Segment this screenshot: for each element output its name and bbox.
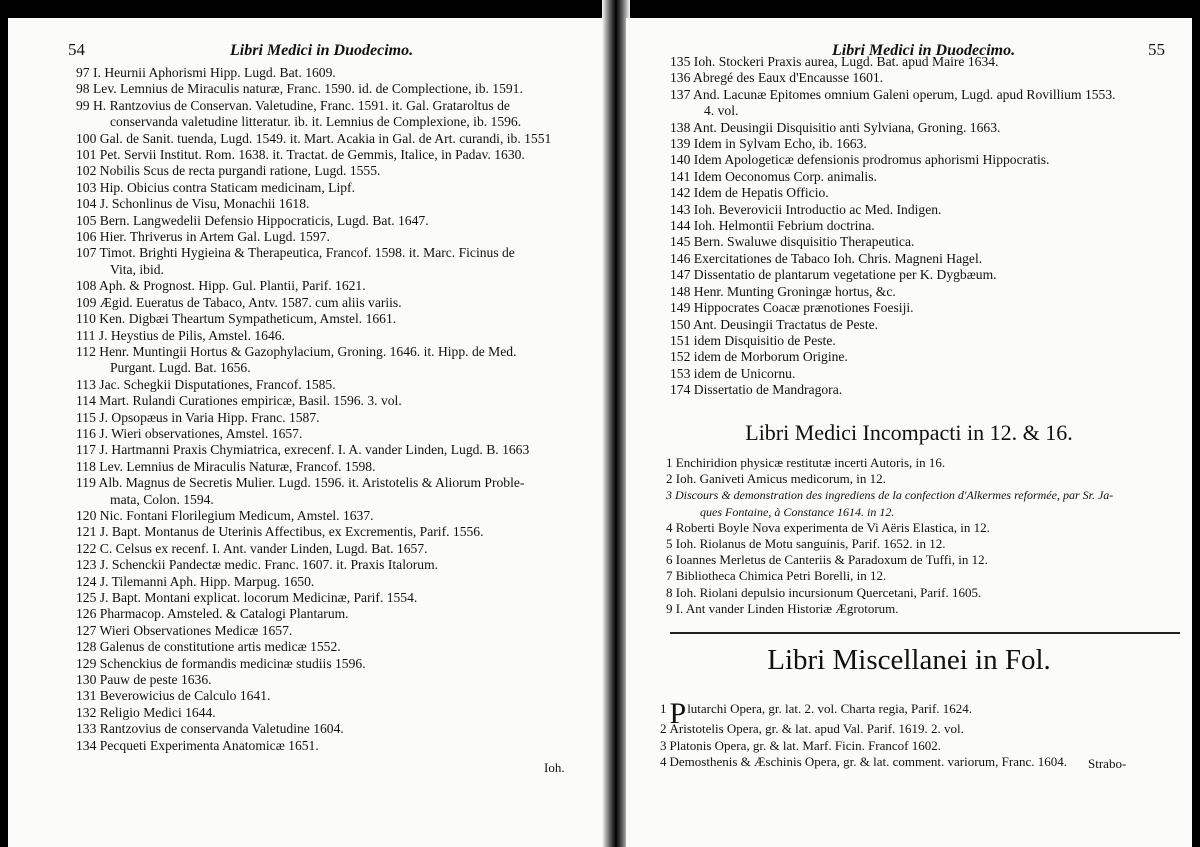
running-header: Libri Medici in Duodecimo. — [832, 42, 1016, 59]
entry-text: 119 Alb. Magnus de Secretis Mulier. Lugd. 1596. it. Aristotelis & Aliorum Proble- — [76, 475, 525, 491]
list-item — [76, 639, 604, 655]
page-number: 55 — [1148, 40, 1165, 59]
entry-continuation: Vita, ibid. — [110, 261, 164, 277]
entry-continuation: conservanda valetudine litteratur. ib. it. Lemnius de Complexione, ib. 1596. — [110, 114, 522, 130]
list-item — [670, 251, 1190, 267]
list-item — [76, 705, 604, 721]
list-item — [670, 366, 1190, 382]
list-item — [666, 568, 1186, 584]
entry-text: 112 Henr. Muntingii Hortus & Gazophylacium, Groning. 1646. it. Hipp. de Med. — [76, 343, 517, 359]
entry-text: 153 idem de Unicornu. — [670, 365, 796, 381]
list-item — [76, 377, 604, 393]
section-title-incompacti: Libri Medici Incompacti in 12. & 16. — [745, 420, 1073, 445]
entry-text: 150 Ant. Deusingii Tractatus de Peste. — [670, 316, 879, 332]
entry-text: 135 Ioh. Stockeri Praxis aurea, Lugd. Bat. apud Maire 1634. — [670, 54, 999, 69]
entry-text: 104 J. Schonlinus de Visu, Monachii 1618. — [76, 196, 310, 212]
entry-text: 174 Dissertatio de Mandragora. — [670, 382, 843, 398]
entry-text: 130 Pauw de peste 1636. — [76, 672, 212, 688]
entry-text: 128 Galenus de constitutione artis medicæ 1552. — [76, 639, 341, 655]
list-item — [666, 487, 1186, 519]
list-item — [670, 136, 1190, 152]
entry-text: 141 Idem Oeconomus Corp. animalis. — [670, 168, 877, 184]
list-item — [670, 300, 1190, 316]
entry-text: 113 Jac. Schegkii Disputationes, Francof. 1585. — [76, 376, 336, 392]
entry-text: 6 Ioannes Merletus de Canteriis & Paradoxum de Tuffi, in 12. — [666, 552, 988, 568]
left-page — [8, 18, 606, 847]
list-item — [670, 70, 1190, 86]
entry-text: 145 Bern. Swaluwe disquisitio Therapeutica. — [670, 234, 915, 250]
list-item — [76, 147, 604, 163]
list-item — [76, 721, 604, 737]
list-item — [76, 590, 604, 606]
list-item — [670, 87, 1190, 120]
entry-text: 149 Hippocrates Coacæ prænotiones Foesiji. — [670, 300, 914, 316]
list-item — [666, 601, 1186, 617]
list-item — [666, 585, 1186, 601]
section-title-miscellanei: Libri Miscellanei in Fol. — [767, 644, 1051, 676]
entry-text: 107 Timot. Brighti Hygieina & Therapeutica, Francof. 1598. it. Marc. Ficinus de — [76, 245, 515, 261]
list-item — [670, 284, 1190, 300]
list-item — [76, 606, 604, 622]
entry-text: 97 I. Heurnii Aphorismi Hipp. Lugd. Bat. 1609. — [76, 65, 336, 80]
list-item — [76, 557, 604, 573]
entry-text: 120 Nic. Fontani Florilegium Medicum, Amstel. 1637. — [76, 507, 374, 523]
list-item — [660, 721, 1180, 738]
entry-continuation: ques Fontaine, à Constance 1614. in 12. — [700, 504, 895, 519]
entry-text: 98 Lev. Lemnius de Miraculis naturæ, Franc. 1590. id. de Complectione, ib. 1591. — [76, 81, 523, 97]
entry-text: 116 J. Wieri observationes, Amstel. 1657. — [76, 425, 303, 441]
entry-text: 118 Lev. Lemnius de Miraculis Naturæ, Francof. 1598. — [76, 458, 376, 474]
entry-text: 136 Abregé des Eaux d'Encausse 1601. — [670, 70, 884, 86]
list-item — [76, 81, 604, 97]
entry-text: 140 Idem Apologeticæ defensionis prodromus aphorismi Hippocratis. — [670, 152, 1050, 168]
entry-text: 147 Dissentatio de plantarum vegetatione per K. Dygbæum. — [670, 267, 997, 283]
entry-text: 101 Pet. Servii Institut. Rom. 1638. it. Tractat. de Gemmis, Italice, in Padav. 1630. — [76, 147, 525, 163]
list-item — [76, 245, 604, 278]
list-item — [76, 65, 604, 81]
list-item — [76, 196, 604, 212]
book-list — [670, 54, 1190, 399]
list-item — [670, 120, 1190, 136]
entry-text: 109 Ægid. Eueratus de Tabaco, Antv. 1587. cum aliis variis. — [76, 294, 402, 310]
list-item — [666, 552, 1186, 568]
list-item — [666, 520, 1186, 536]
catchword: Strabo- — [1088, 756, 1127, 771]
entry-text: 133 Rantzovius de conservanda Valetudine 1604. — [76, 721, 344, 737]
entry-text: 122 C. Celsus ex recenf. I. Ant. vander Linden, Lugd. Bat. 1657. — [76, 540, 428, 556]
entry-text: 114 Mart. Rulandi Curationes empiricæ, Basil. 1596. 3. vol. — [76, 393, 402, 409]
entry-text: 142 Idem de Hepatis Officio. — [670, 185, 829, 201]
list-item — [76, 311, 604, 327]
list-item — [76, 672, 604, 688]
entry-text: 99 H. Rantzovius de Conservan. Valetudine, Franc. 1591. it. Gal. Grataroltus de — [76, 97, 510, 113]
entry-text: 106 Hier. Thriverus in Artem Gal. Lugd. 1597. — [76, 229, 330, 245]
list-item — [76, 410, 604, 426]
entry-text: Platonis Opera, gr. & lat. Marf. Ficin. Francof 1602. — [669, 737, 942, 753]
list-item — [76, 393, 604, 409]
entry-text: 124 J. Tilemanni Aph. Hipp. Marpug. 1650. — [76, 573, 315, 589]
entry-text: 127 Wieri Observationes Medicæ 1657. — [76, 622, 293, 638]
list-item — [76, 623, 604, 639]
entry-text: 111 J. Heystius de Pilis, Amstel. 1646. — [76, 327, 285, 343]
entry-text: 138 Ant. Deusingii Disquisitio anti Sylviana, Groning. 1663. — [670, 119, 1001, 135]
entry-text: 117 J. Hartmanni Praxis Chymiatrica, exrecenf. I. A. vander Linden, Lugd. B. 1663 — [76, 442, 530, 458]
list-item — [76, 344, 604, 377]
entry-text: 7 Bibliotheca Chimica Petri Borelli, in 12. — [666, 568, 887, 584]
running-header: Libri Medici in Duodecimo. — [230, 42, 414, 59]
entry-number: 1 — [660, 701, 667, 716]
entry-text: 100 Gal. de Sanit. tuenda, Lugd. 1549. it. Mart. Acakia in Gal. de Art. curandi, ib. 1551 — [76, 130, 552, 146]
page-number: 54 — [68, 40, 85, 59]
entry-text: 151 idem Disquisitio de Peste. — [670, 332, 836, 348]
list-item — [76, 98, 604, 131]
entry-number: 2 — [660, 721, 667, 736]
entry-text: 105 Bern. Langwedelii Defensio Hippocraticis, Lugd. Bat. 1647. — [76, 212, 429, 228]
entry-continuation: 4. vol. — [704, 103, 739, 119]
catchword: Ioh. — [544, 760, 565, 775]
entry-text: 134 Pecqueti Experimenta Anatomicæ 1651. — [76, 737, 319, 753]
entry-text: 8 Ioh. Riolani depulsio incursionum Quercetani, Parif. 1605. — [666, 584, 982, 600]
list-item — [670, 218, 1190, 234]
entry-text: 144 Ioh. Helmontii Febrium doctrina. — [670, 218, 875, 234]
entry-text: 123 J. Schenckii Pandectæ medic. Franc. 1607. it. Praxis Italorum. — [76, 557, 439, 573]
list-item — [666, 471, 1186, 487]
list-item — [670, 185, 1190, 201]
list-item — [76, 688, 604, 704]
list-item — [76, 574, 604, 590]
entry-text: 137 And. Lacunæ Epitomes omnium Galeni operum, Lugd. apud Rovillium 1553. — [670, 86, 1116, 102]
entry-text: 129 Schenckius de formandis medicinæ studiis 1596. — [76, 655, 366, 671]
list-item — [76, 278, 604, 294]
list-item — [670, 234, 1190, 250]
list-item — [76, 295, 604, 311]
list-item — [76, 442, 604, 458]
entry-text: 132 Religio Medici 1644. — [76, 704, 216, 720]
entry-continuation: Purgant. Lugd. Bat. 1656. — [110, 360, 251, 376]
list-item — [670, 202, 1190, 218]
list-item — [670, 349, 1190, 365]
entry-text: 125 J. Bapt. Montani explicat. locorum Medicinæ, Parif. 1554. — [76, 590, 418, 605]
entry-number: 4 — [660, 754, 667, 769]
list-item — [76, 328, 604, 344]
list-item — [76, 524, 604, 540]
list-item — [76, 508, 604, 524]
entry-text: 148 Henr. Munting Groningæ hortus, &c. — [670, 283, 896, 299]
entry-text: 115 J. Opsopæus in Varia Hipp. Franc. 1587. — [76, 409, 320, 425]
entry-number: 3 — [660, 737, 667, 753]
list-item — [76, 738, 604, 754]
entry-text: 108 Aph. & Prognost. Hipp. Gul. Plantii, Parif. 1621. — [76, 278, 366, 294]
entry-text: 121 J. Bapt. Montanus de Uterinis Affectibus, ex Excrementis, Parif. 1556. — [76, 524, 484, 540]
entry-text: Demosthenis & Æschinis Opera, gr. & lat. comment. variorum, Franc. 1604. — [669, 754, 1068, 769]
incompacti-list — [666, 455, 1186, 617]
entry-text: 139 Idem in Sylvam Echo, ib. 1663. — [670, 136, 867, 152]
list-item — [76, 131, 604, 147]
entry-text: 103 Hip. Obicius contra Staticam medicinam, Lipf. — [76, 179, 355, 195]
entry-text: 126 Pharmacop. Amsteled. & Catalogi Plantarum. — [76, 606, 349, 622]
list-item — [76, 475, 604, 508]
list-item — [76, 656, 604, 672]
list-item — [670, 169, 1190, 185]
book-list — [76, 65, 604, 754]
list-item — [670, 382, 1190, 398]
list-item — [670, 54, 1190, 70]
drop-cap: P — [669, 697, 687, 730]
list-item — [76, 213, 604, 229]
entry-text: 4 Roberti Boyle Nova experimenta de Vi Aëris Elastica, in 12. — [666, 519, 990, 535]
right-page — [626, 18, 1192, 847]
entry-text: lutarchi Opera, gr. lat. 2. vol. Charta regia, Parif. 1624. — [687, 701, 973, 716]
list-item — [666, 455, 1186, 471]
list-item — [670, 333, 1190, 349]
list-item — [670, 267, 1190, 283]
list-item — [660, 738, 1180, 755]
list-item — [76, 541, 604, 557]
list-item — [76, 180, 604, 196]
entry-text: 146 Exercitationes de Tabaco Ioh. Chris. Magneni Hagel. — [670, 250, 983, 266]
list-item — [76, 229, 604, 245]
list-item — [670, 317, 1190, 333]
entry-text: 9 I. Ant vander Linden Historiæ Ægrotorum. — [666, 600, 899, 616]
entry-text: 1 Enchiridion physicæ restitutæ incerti Autoris, in 16. — [666, 455, 946, 470]
entry-text: 152 idem de Morborum Origine. — [670, 349, 848, 365]
section-divider — [670, 632, 1180, 634]
entry-text: 143 Ioh. Beverovicii Introductio ac Med. Indigen. — [670, 201, 942, 217]
list-item — [76, 426, 604, 442]
list-item — [666, 536, 1186, 552]
list-item — [76, 459, 604, 475]
entry-text: 131 Beverowicius de Calculo 1641. — [76, 688, 271, 704]
entry-text: 2 Ioh. Ganiveti Amicus medicorum, in 12. — [666, 471, 886, 487]
entry-text: 110 Ken. Digbæi Theartum Sympatheticum, Amstel. 1661. — [76, 311, 397, 327]
list-item — [76, 163, 604, 179]
entry-text: 5 Ioh. Riolanus de Motu sanguinis, Parif. 1652. in 12. — [666, 536, 946, 552]
list-item — [670, 152, 1190, 168]
entry-continuation: mata, Colon. 1594. — [110, 491, 214, 507]
entry-text: 102 Nobilis Scus de recta purgandi ratione, Lugd. 1555. — [76, 163, 381, 179]
entry-text: Aristotelis Opera, gr. & lat. apud Val. Parif. 1619. 2. vol. — [669, 721, 964, 736]
entry-text: 3 Discours & demonstration des ingrediens de la confection d'Alkermes reformée, par Sr. Ja- — [666, 488, 1114, 503]
